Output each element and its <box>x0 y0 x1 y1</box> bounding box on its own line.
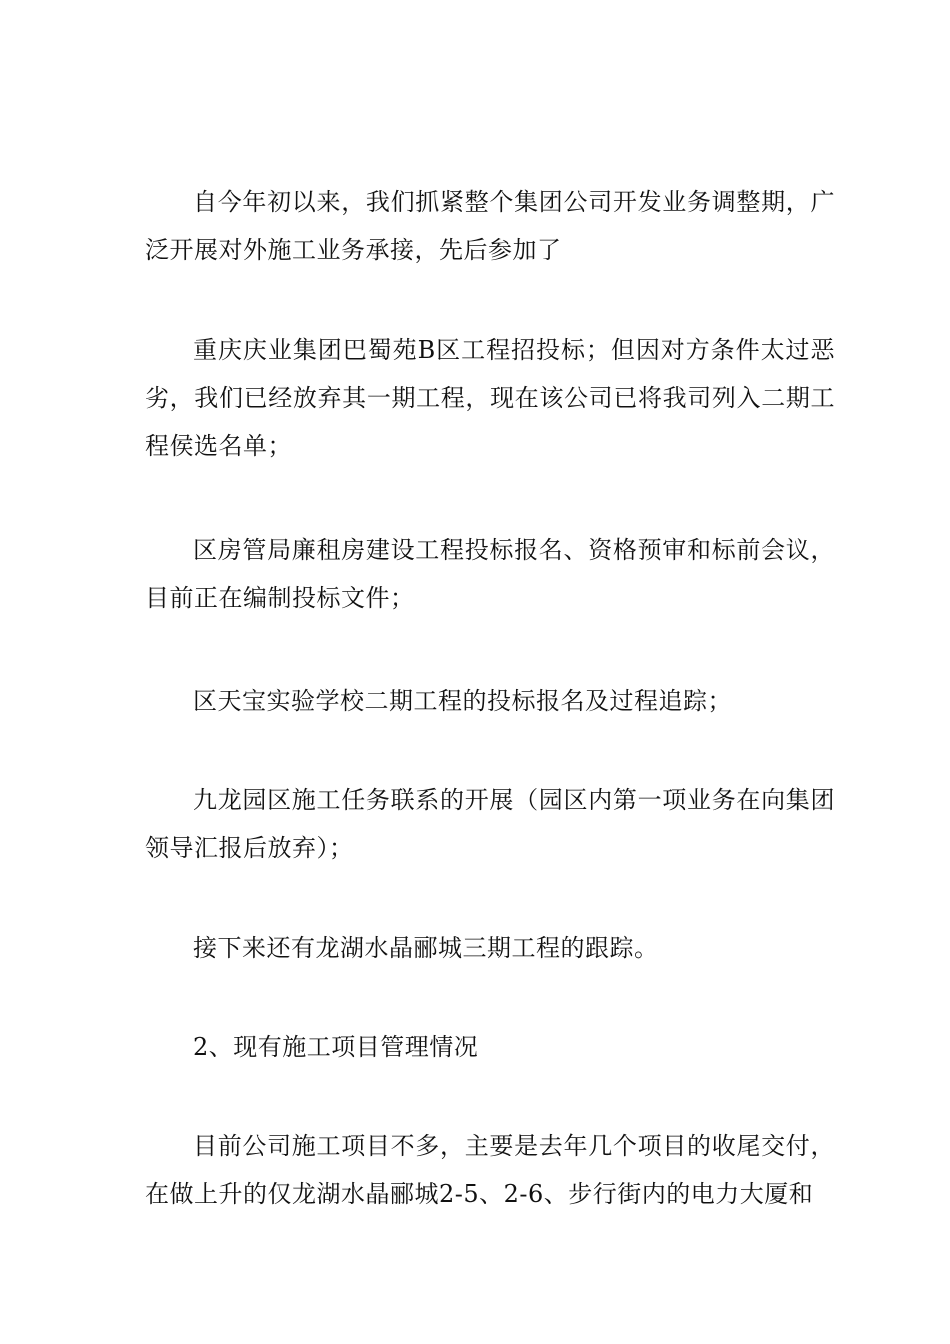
paragraph-longhu-tracking: 接下来还有龙湖水晶郦城三期工程的跟踪。 <box>193 934 659 962</box>
paragraph-tianbao-school-bid: 区天宝实验学校二期工程的投标报名及过程追踪； <box>193 687 732 715</box>
paragraph-jiulong-park: 九龙园区施工任务联系的开展（园区内第一项业务在向集团领导汇报后放弃）； <box>145 786 835 862</box>
section-heading-project-management: 2、现有施工项目管理情况 <box>193 1033 479 1061</box>
paragraph-bashu-bid: 重庆庆业集团巴蜀苑B区工程招投标；但因对方条件太过恶劣，我们已经放弃其一期工程，现在该公司已将我司列入二期工程侯选名单； <box>145 336 835 460</box>
paragraph-current-projects: 目前公司施工项目不多，主要是去年几个项目的收尾交付，在做上升的仅龙湖水晶郦城2-5、2-6、步行街内的电力大厦和 <box>145 1132 835 1208</box>
paragraph-housing-bureau-bid: 区房管局廉租房建设工程投标报名、资格预审和标前会议，目前正在编制投标文件； <box>145 536 835 612</box>
paragraph-business-intro: 自今年初以来，我们抓紧整个集团公司开发业务调整期，广泛开展对外施工业务承接，先后参加了 <box>145 188 835 264</box>
